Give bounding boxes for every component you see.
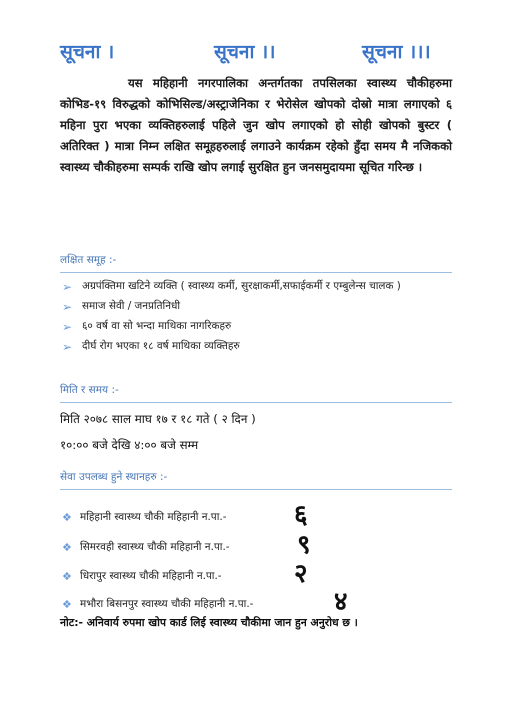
location-item xyxy=(62,502,442,532)
arrow-bullet-icon: ➢ xyxy=(62,320,73,334)
notice-title-1: सूचना । xyxy=(60,41,115,63)
location-item xyxy=(62,561,442,591)
location-item xyxy=(62,532,442,562)
service-locations-heading: सेवा उपलब्ध हुने स्थानहरु :- xyxy=(60,471,168,483)
location-name: धिरापुर स्वास्थ्य चौकी महिहानी न.पा.- xyxy=(80,570,222,582)
list-item: ➢ समाज सेवी / जनप्रतिनिधी xyxy=(62,296,457,316)
notice-title-3: सूचना ।।। xyxy=(362,41,431,63)
notice-note: नोट:- अनिवार्य रुपमा खोप कार्ड लिई स्वास्थ्य चौकीमा जान हुन अनुरोध छ । xyxy=(60,616,358,629)
location-name: महिहानी स्वास्थ्य चौकी महिहानी न.पा.- xyxy=(80,511,227,523)
event-date: मिति २०७८ साल माघ १७ र १८ गते ( २ दिन ) xyxy=(60,412,256,426)
section-divider xyxy=(60,489,452,490)
event-time: १०:०० बजे देखि ४:०० बजे सम्म xyxy=(60,438,199,452)
location-name: मभौरा बिसनपुर स्वास्थ्य चौकी महिहानी न.पा.- xyxy=(80,598,254,610)
list-item: ➢ ६० वर्ष वा सो भन्दा माथिका नागरिकहरु xyxy=(62,316,457,336)
section-divider xyxy=(60,272,452,273)
list-item: ➢ अग्रपंक्तिमा खटिने व्यक्ति ( स्वास्थ्य कर्मी, सुरक्षाकर्मी,सफाईकर्मी र एम्बुलेन्स चालक ) xyxy=(62,276,457,296)
location-name: सिमरवही स्वास्थ्य चौकी महिहानी न.पा.- xyxy=(80,541,230,553)
target-group-list xyxy=(62,276,457,356)
ward-number: ४ xyxy=(334,587,348,617)
arrow-bullet-icon: ➢ xyxy=(62,300,73,314)
notice-body xyxy=(60,73,452,178)
diamond-bullet-icon: ❖ xyxy=(62,511,72,524)
target-group-heading: लक्षित समूह :- xyxy=(60,254,117,266)
notice-title-row xyxy=(0,38,509,68)
notice-title-2: सूचना ।। xyxy=(214,41,276,63)
ward-number: ६ xyxy=(294,500,308,530)
diamond-bullet-icon: ❖ xyxy=(62,598,72,611)
arrow-bullet-icon: ➢ xyxy=(62,340,73,354)
arrow-bullet-icon: ➢ xyxy=(62,280,73,294)
diamond-bullet-icon: ❖ xyxy=(62,541,72,554)
section-divider xyxy=(60,402,452,403)
ward-number: २ xyxy=(294,559,308,589)
notice-paragraph: यस महिहानी नगरपालिका अन्तर्गतका तपसिलका स्वास्थ्य चौकीहरुमा कोभिड-१९ विरुद्धको कोभिसिल्ड/अस्ट्राजेनिका र भेरोसेल खोपको दोस्रो मात्रा लगाएको ६ महिना पुरा भएका व्यक्तिहरुलाई पहिले जुन खोप लगाएको हो सोही खोपको बुस्टर ( अतिरिक्त ) मात्रा निम्न लक्षित समूहहरुलाई लगाउने कार्यक्रम रहेको हुँदा समय मै नजिकको स्वास्थ्य चौकीहरुमा सम्पर्क राखि खोप लगाई सुरक्षित हुन जनसमुदायमा सूचित गरिन्छ । xyxy=(60,76,452,174)
date-time-heading: मिति र समय :- xyxy=(60,384,119,396)
list-item: ➢ दीर्घ रोग भएका १८ वर्ष माथिका व्यक्तिहरु xyxy=(62,336,457,356)
ward-number: ९ xyxy=(297,530,311,560)
diamond-bullet-icon: ❖ xyxy=(62,570,72,583)
